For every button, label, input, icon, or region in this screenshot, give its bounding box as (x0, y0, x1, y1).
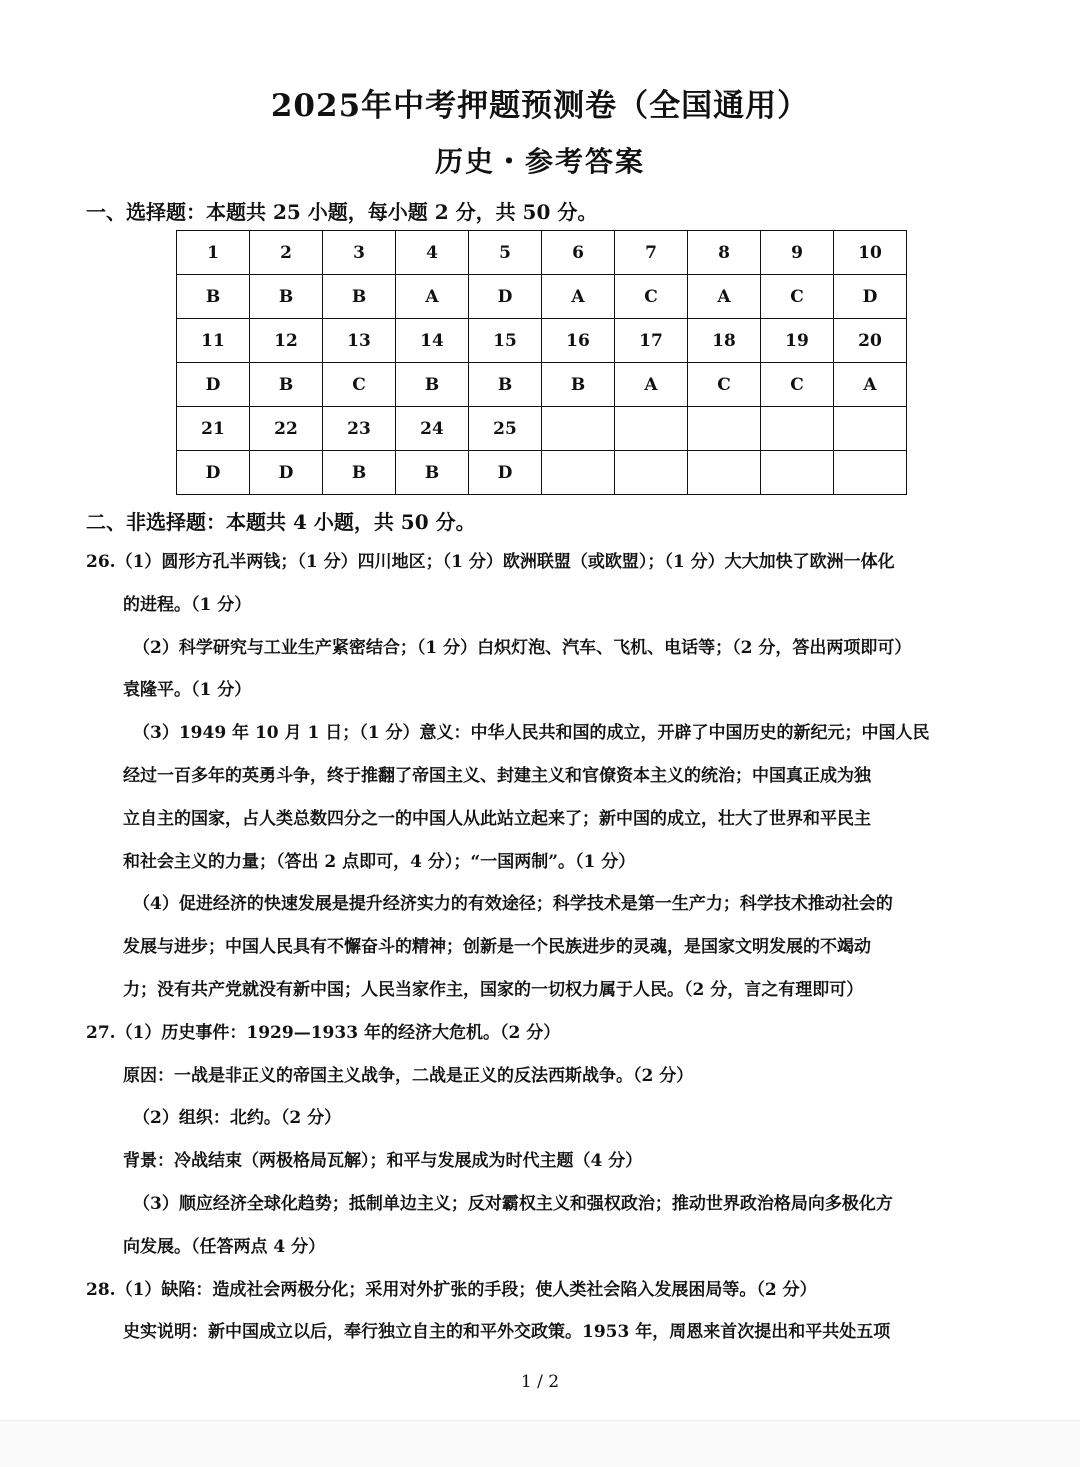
table-cell (761, 407, 834, 451)
table-cell: A (688, 275, 761, 319)
table-row (177, 319, 907, 363)
answer-line: （2）科学研究与工业生产紧密结合；（1 分）白炽灯泡、汽车、飞机、电话等；（2 分，答出两项即可） (133, 637, 912, 658)
table-cell: 10 (834, 231, 907, 275)
table-cell: A (615, 363, 688, 407)
table-cell (761, 451, 834, 495)
table-cell: 19 (761, 319, 834, 363)
answer-line: （3）1949 年 10 月 1 日；（1 分）意义：中华人民共和国的成立，开辟了中国历史的新纪元；中国人民 (133, 723, 930, 744)
table-cell: B (396, 451, 469, 495)
table-cell: D (177, 363, 250, 407)
table-cell: 20 (834, 319, 907, 363)
answer-line: 的进程。（1 分） (123, 594, 252, 615)
table-cell: 18 (688, 319, 761, 363)
section1-heading: 一、选择题：本题共 25 小题，每小题 2 分，共 50 分。 (86, 200, 598, 224)
page-footer-band (0, 1420, 1080, 1467)
table-cell: 5 (469, 231, 542, 275)
answer-line: （4）促进经济的快速发展是提升经济实力的有效途径；科学技术是第一生产力；科学技术推动社会的 (133, 894, 893, 915)
table-cell: 6 (542, 231, 615, 275)
table-cell (542, 407, 615, 451)
table-cell: D (834, 275, 907, 319)
table-cell (688, 407, 761, 451)
page-number: 1 / 2 (520, 1372, 560, 1392)
table-cell: 12 (250, 319, 323, 363)
table-cell: 7 (615, 231, 688, 275)
table-row (177, 231, 907, 275)
table-cell: D (250, 451, 323, 495)
table-cell: B (396, 363, 469, 407)
table-cell (615, 451, 688, 495)
table-cell: C (323, 363, 396, 407)
table-cell: 2 (250, 231, 323, 275)
answer-line: 力；没有共产党就没有新中国；人民当家作主，国家的一切权力属于人民。（2 分，言之有理即可） (123, 979, 864, 1000)
table-cell: 17 (615, 319, 688, 363)
table-row (177, 363, 907, 407)
table-row (177, 407, 907, 451)
table-cell: 4 (396, 231, 469, 275)
table-cell: B (542, 363, 615, 407)
table-cell: 11 (177, 319, 250, 363)
table-cell: B (250, 275, 323, 319)
answer-line: 发展与进步；中国人民具有不懈奋斗的精神；创新是一个民族进步的灵魂，是国家文明发展的不竭动 (123, 937, 871, 958)
answer-line: 28.（1）缺陷：造成社会两极分化；采用对外扩张的手段；使人类社会陷入发展困局等。（2 分） (86, 1279, 817, 1300)
table-cell: C (761, 363, 834, 407)
page-subtitle: 历史・参考答案 (434, 145, 645, 178)
table-row (177, 451, 907, 495)
table-cell: 13 (323, 319, 396, 363)
table-cell: A (834, 363, 907, 407)
table-cell: C (615, 275, 688, 319)
table-row (177, 275, 907, 319)
answer-line: （3）顺应经济全球化趋势；抵制单边主义；反对霸权主义和强权政治；推动世界政治格局向多极化方 (133, 1193, 893, 1214)
table-cell: D (469, 451, 542, 495)
table-cell: 1 (177, 231, 250, 275)
answer-body (86, 541, 1006, 1354)
answer-line: （2）组织：北约。（2 分） (133, 1108, 342, 1129)
answer-line: 和社会主义的力量；（答出 2 点即可，4 分）；“一国两制”。（1 分） (123, 851, 636, 872)
table-cell: D (469, 275, 542, 319)
table-cell: 3 (323, 231, 396, 275)
section2-heading: 二、非选择题：本题共 4 小题，共 50 分。 (86, 510, 476, 534)
table-cell (615, 407, 688, 451)
table-cell: 25 (469, 407, 542, 451)
answer-line: 经过一百多年的英勇斗争，终于推翻了帝国主义、封建主义和官僚资本主义的统治；中国真正成为独 (123, 765, 871, 786)
answer-line: 27.（1）历史事件：1929—1933 年的经济大危机。（2 分） (86, 1022, 561, 1043)
table-cell: B (469, 363, 542, 407)
table-cell: 24 (396, 407, 469, 451)
table-cell: 21 (177, 407, 250, 451)
table-cell: A (396, 275, 469, 319)
answer-line: 袁隆平。（1 分） (123, 680, 252, 701)
answer-line: 立自主的国家，占人类总数四分之一的中国人从此站立起来了；新中国的成立，壮大了世界和平民主 (123, 808, 871, 829)
table-cell: D (177, 451, 250, 495)
table-cell: B (323, 451, 396, 495)
table-cell (834, 451, 907, 495)
table-cell: B (250, 363, 323, 407)
page-title: 2025年中考押题预测卷（全国通用） (270, 88, 810, 124)
table-cell: 15 (469, 319, 542, 363)
answer-line: 史实说明：新中国成立以后，奉行独立自主的和平外交政策。1953 年，周恩来首次提出和平共处五项 (123, 1322, 891, 1343)
answer-table (176, 230, 907, 495)
answer-line: 原因：一战是非正义的帝国主义战争，二战是正义的反法西斯战争。（2 分） (123, 1065, 694, 1086)
table-cell: C (688, 363, 761, 407)
table-cell (834, 407, 907, 451)
answer-line: 背景：冷战结束（两极格局瓦解）；和平与发展成为时代主题（4 分） (123, 1151, 643, 1172)
answer-line: 向发展。（任答两点 4 分） (123, 1236, 326, 1257)
table-cell: 8 (688, 231, 761, 275)
table-cell: B (323, 275, 396, 319)
table-cell: 9 (761, 231, 834, 275)
table-cell: 14 (396, 319, 469, 363)
table-cell: 16 (542, 319, 615, 363)
table-cell: A (542, 275, 615, 319)
table-cell: C (761, 275, 834, 319)
table-cell (542, 451, 615, 495)
table-cell: 23 (323, 407, 396, 451)
answer-line: 26.（1）圆形方孔半两钱；（1 分）四川地区；（1 分）欧洲联盟（或欧盟）；（1 分）大大加快了欧洲一体化 (86, 552, 895, 572)
table-cell: 22 (250, 407, 323, 451)
table-cell: B (177, 275, 250, 319)
table-cell (688, 451, 761, 495)
